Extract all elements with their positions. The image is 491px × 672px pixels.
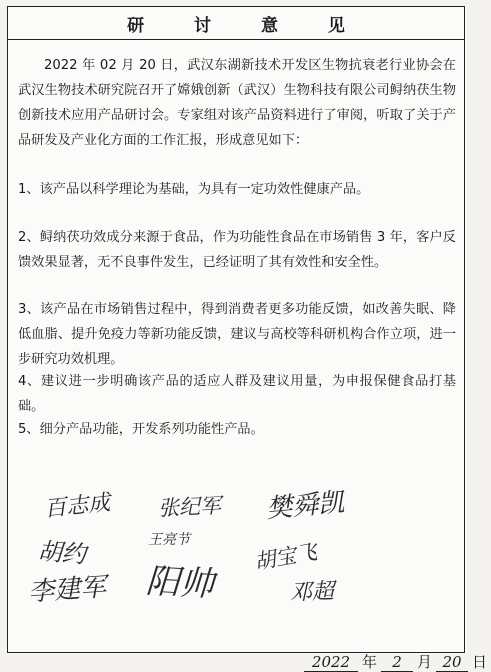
signature-7: 阳帅 <box>144 561 215 605</box>
opinion-item-4: 4、建议进一步明确该产品的适应人群及建议用量，为申报保健食品打基础。 <box>18 374 456 414</box>
opinion-item-3: 3、该产品在市场销售过程中，得到消费者更多功能反馈，如改善失眠、降低血脂、提升免疫力等新功能反馈，建议与高校等科研机构合作立项，进一步研究功效机理。 <box>18 302 456 367</box>
signature-6: 李建军 <box>27 572 108 608</box>
opinion-item-1: 1、该产品以科学理论为基础，为具有一定功效性健康产品。 <box>18 182 370 197</box>
document-page <box>7 6 488 671</box>
document-title: 研 讨 意 见 <box>7 6 465 40</box>
date-month-unit: 月 <box>417 653 433 671</box>
date-month: 2 <box>381 653 413 672</box>
signature-1: 百志成 <box>43 490 112 523</box>
opinion-item-2: 2、鲟纳茯功效成分来源于食品，作为功能性食品在市场销售 3 年，客户反馈效果显著，无不良事件发生，已经证明了其有效性和安全性。 <box>18 230 456 270</box>
opinion-item-5: 5、细分产品功能，开发系列功能性产品。 <box>18 422 264 437</box>
date-year-unit: 年 <box>362 653 378 671</box>
date-day-unit: 日 <box>472 653 488 671</box>
signature-5: 王亮节 <box>148 532 190 548</box>
signature-8: 胡宝飞 <box>252 539 319 575</box>
document-date <box>304 651 491 672</box>
date-day: 20 <box>436 653 468 672</box>
signature-4: 胡约 <box>36 537 87 569</box>
intro-paragraph: 2022 年 02 月 20 日，武汉东湖新技术开发区生物抗衰老行业协会在武汉生物技术研究院召开了嫦娥创新（武汉）生物科技有限公司鲟纳茯生物创新技术应用产品研讨会。专家组对该产品资料进行了审阅，听取了关于产品研发及产业化方面的工作汇报，形成意见如下： <box>18 58 456 148</box>
date-year: 2022 <box>304 653 358 672</box>
document-body <box>7 39 488 671</box>
signature-3: 樊舜凯 <box>265 487 346 525</box>
signature-9: 邓超 <box>289 579 335 606</box>
signature-2: 张纪军 <box>157 493 222 521</box>
